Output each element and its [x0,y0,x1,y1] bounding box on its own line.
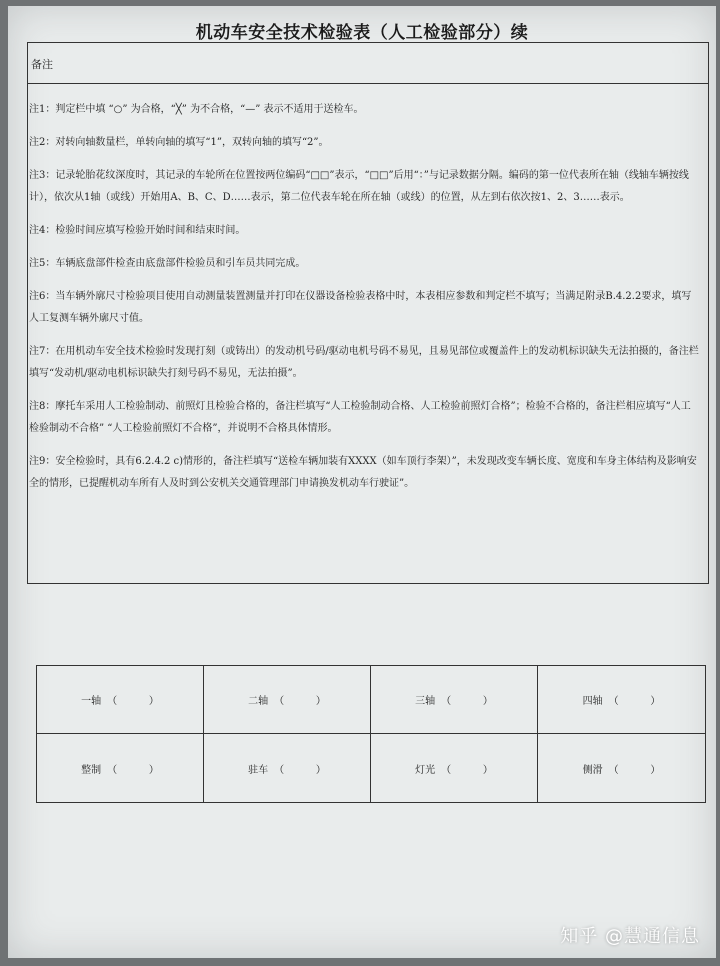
cell-label: 四轴 [582,696,603,707]
grid-cell-brake [37,734,204,802]
note-2: 注2：对转向轴数量栏，单转向轴的填写“1”，双转向轴的填写“2”。 [29,137,329,148]
grid-cell-axle-1 [37,666,204,734]
form-title: 机动车安全技术检验表（人工检验部分）续 [195,23,529,43]
grid-cell-lights [371,734,538,802]
cell-paren: （ ） [274,696,326,707]
cell-paren: （ ） [107,764,159,776]
cell-label: 侧滑 [582,764,603,776]
note-8: 注8：摩托车采用人工检验制动、前照灯且检验合格的，备注栏填写“人工检验制动合格、人工检验前照灯合格”；检验不合格的，备注栏相应填写“人工检验制动不合格” “人工检验前照灯不合格”，并说明不合格具体情形。 [29,401,691,434]
cell-label: 二轴 [248,696,269,707]
note-4: 注4：检验时间应填写检验开始时间和结束时间。 [29,225,246,236]
cell-paren: （ ） [441,696,493,707]
note-6: 注6：当车辆外廓尺寸检验项目使用自动测量装置测量并打印在仪器设备检验表格中时，本表相应参数和判定栏不填写；当满足附录B.4.2.2要求，填写人工复测车辆外廓尺寸值。 [29,291,692,324]
remark-row [28,43,708,84]
notes-list [28,99,704,506]
note-1: 注1：判定栏中填 “○” 为合格，“╳” 为不合格，“—” 表示不适用于送检车。 [29,104,364,115]
grid-cell-sideslip [538,734,705,802]
note-9: 注9：安全检验时，具有6.2.4.2 c)情形的，备注栏填写“送检车辆加装有XXXX（如车顶行李架）”，未发现改变车辆长度、宽度和车身主体结构及影响安全的情形，已提醒机动车所有人及时到公安机关交通管理部门申请换发机动车行驶证”。 [29,456,697,489]
remark-label: 备注 [31,58,53,71]
grid-cell-axle-3 [371,666,538,734]
cell-label: 一轴 [81,696,102,707]
note-3: 注3：记录轮胎花纹深度时，其记录的车轮所在位置按两位编码“□□”表示，“□□”后用“：”与记录数据分隔。编码的第一位代表所在轴（线轴车辆按线计），依次从1轴（或线）开始用A、B、C、D……表示，第二位代表车轮在所在轴（或线）的位置，从左到右依次按1、2、3……表示。 [29,170,689,203]
cell-paren: （ ） [441,764,493,776]
grid-cell-parking [204,734,371,802]
inspection-grid [36,665,706,803]
cell-paren: （ ） [107,696,159,707]
note-5: 注5：车辆底盘部件检查由底盘部件检验员和引车员共同完成。 [29,258,306,269]
grid-cell-axle-2 [204,666,371,734]
grid-cell-axle-4 [538,666,705,734]
cell-label: 灯光 [415,764,436,776]
cell-paren: （ ） [608,696,661,707]
note-7: 注7：在用机动车安全技术检验时发现打刻（或铸出）的发动机号码/驱动电机号码不易见，且易见部位或覆盖件上的发动机标识缺失无法拍摄的，备注栏填写“发动机/驱动电机标识缺失打刻号码不易见，无法拍摄”。 [29,346,699,379]
zhihu-watermark: 知乎 @慧通信息 [560,926,700,947]
document-sheet [8,6,716,958]
remarks-form [27,42,709,584]
cell-label: 三轴 [415,696,436,707]
cell-label: 驻车 [248,764,269,776]
cell-paren: （ ） [608,764,661,776]
cell-paren: （ ） [274,764,326,776]
cell-label: 整制 [81,764,102,776]
